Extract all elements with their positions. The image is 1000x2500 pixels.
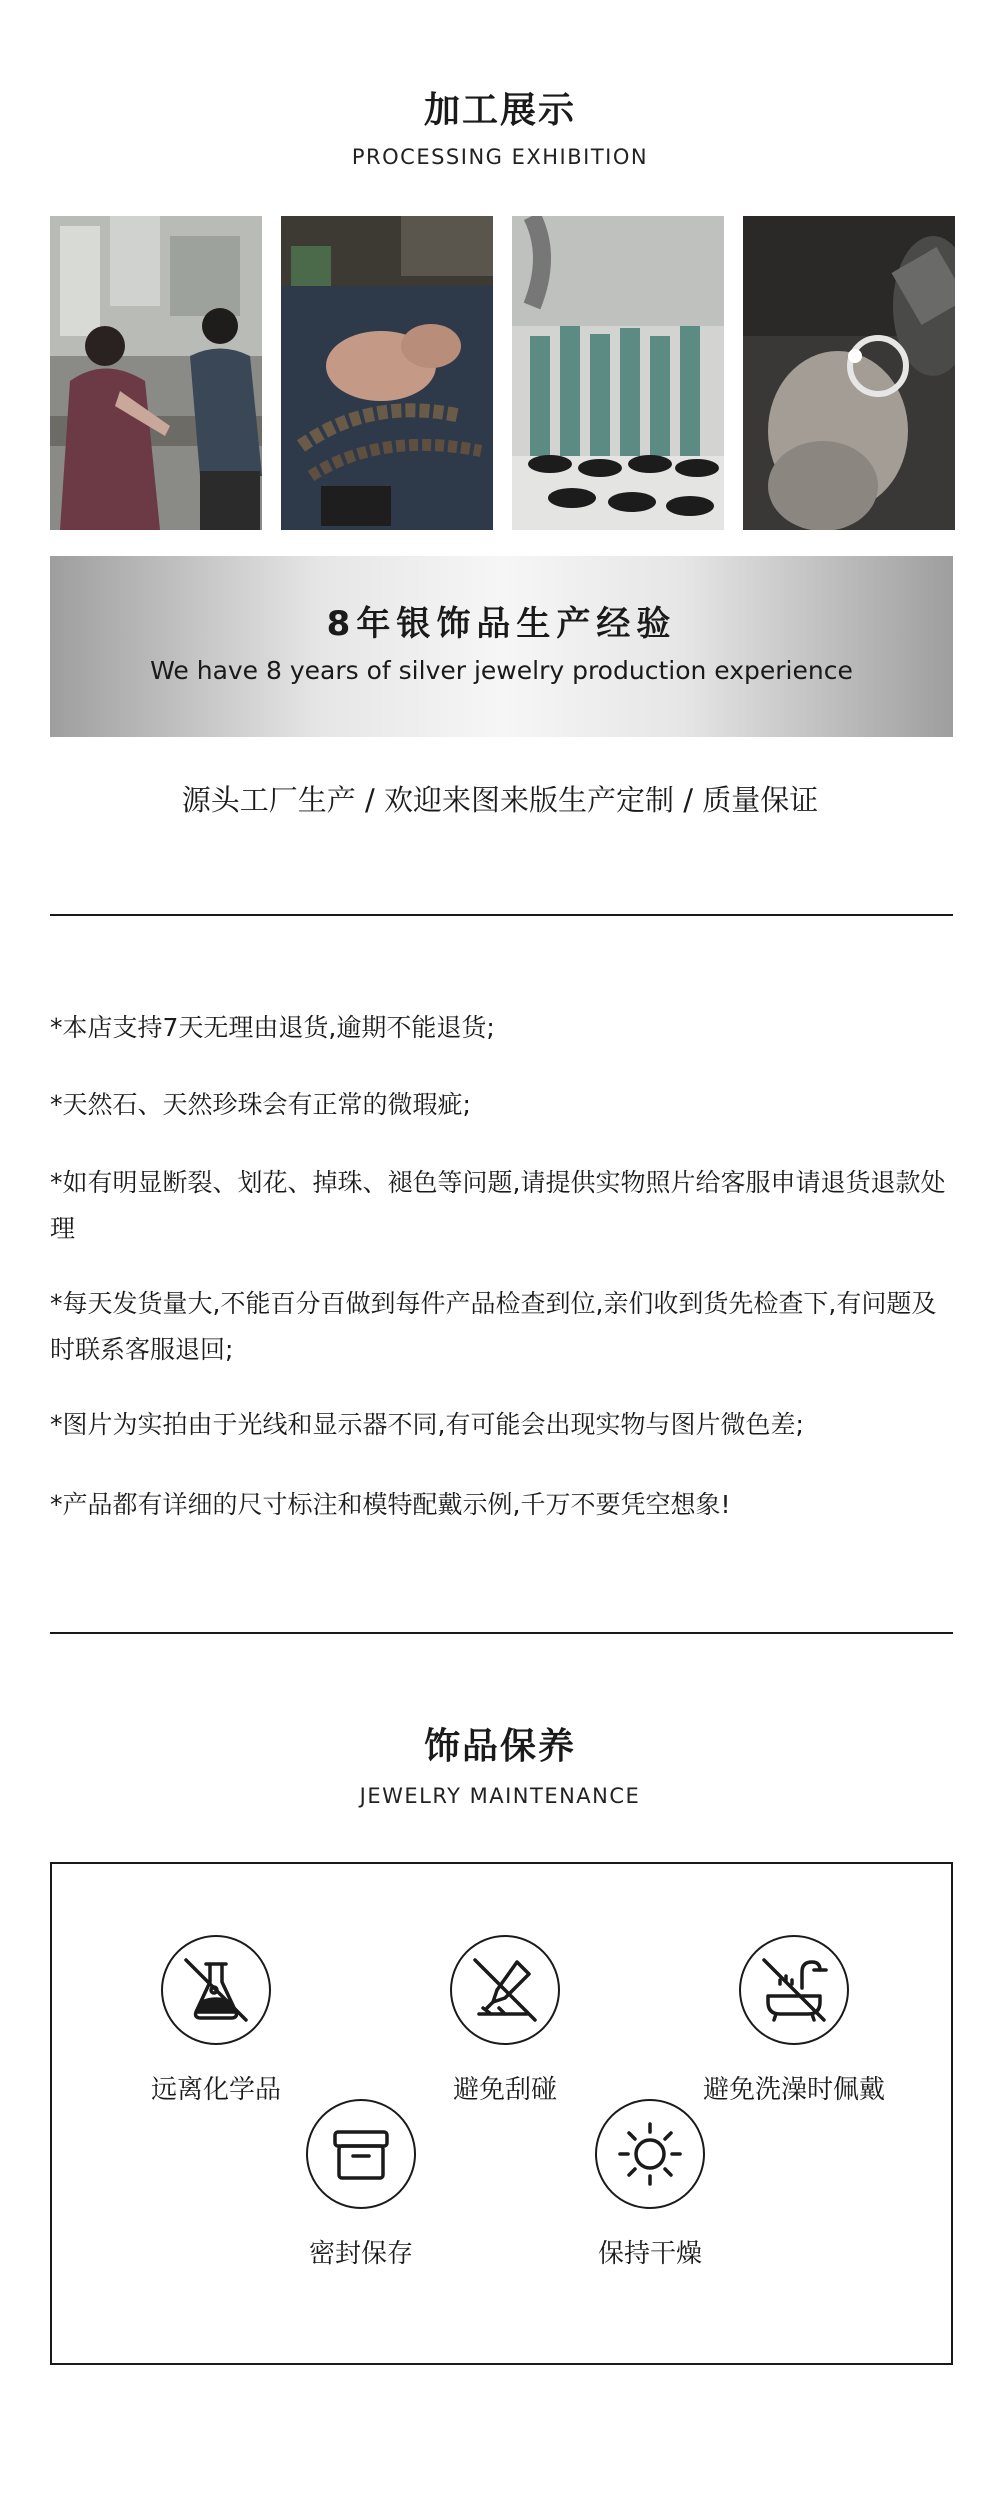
banner-subtitle: We have 8 years of silver jewelry production experience (150, 656, 853, 685)
maintenance-box (50, 1862, 953, 2365)
care-label-dry: 保持干燥 (597, 2239, 702, 2269)
divider-bottom (50, 1632, 953, 1634)
photo-ring-molding-trees (512, 216, 724, 530)
care-item-sealed (241, 2099, 481, 2270)
note-size-reference: *产品都有详细的尺寸标注和模特配戴示例,千万不要凭空想象! (50, 1490, 731, 1519)
divider-top (50, 914, 953, 916)
photo-ring-setting-closeup (743, 216, 955, 530)
care-label-scratch: 避免刮碰 (452, 2075, 557, 2105)
note-inspect-on-arrival: *每天发货量大,不能百分百做到每件产品检查到位,亲们收到货先检查下,有问题及时联系客服退回; (50, 1289, 937, 1364)
no-scratch-icon (450, 1935, 560, 2045)
note-return-policy: *本店支持7天无理由退货,逾期不能退货; (50, 1013, 495, 1042)
maintenance-title: 饰品保养 (423, 1726, 576, 1767)
care-item-dry (530, 2099, 770, 2270)
care-item-shower (674, 1935, 914, 2106)
care-label-shower: 避免洗澡时佩戴 (702, 2075, 885, 2105)
note-defect-refund: *如有明显断裂、划花、掉珠、褪色等问题,请提供实物照片给客服申请退货退款处理 (50, 1168, 946, 1243)
factory-tagline: 源头工厂生产 / 欢迎来图来版生产定制 / 质量保证 (181, 783, 819, 817)
maintenance-subtitle: JEWELRY MAINTENANCE (359, 1784, 641, 1808)
care-label-sealed: 密封保存 (308, 2239, 413, 2269)
no-chemicals-icon (161, 1935, 271, 2045)
no-shower-icon (739, 1935, 849, 2045)
care-item-scratch (385, 1935, 625, 2106)
processing-title: 加工展示 (423, 90, 576, 131)
sun-dry-icon (595, 2099, 705, 2209)
processing-subtitle: PROCESSING EXHIBITION (351, 145, 649, 169)
note-color-difference: *图片为实拍由于光线和显示器不同,有可能会出现实物与图片微色差; (50, 1410, 804, 1439)
care-label-chemicals: 远离化学品 (150, 2075, 281, 2105)
banner-title: 8年银饰品生产经验 (326, 604, 677, 644)
photo-hands-polishing-chain (281, 216, 493, 530)
care-item-chemicals (96, 1935, 336, 2106)
note-natural-stone: *天然石、天然珍珠会有正常的微瑕疵; (50, 1090, 471, 1119)
experience-banner (50, 556, 953, 737)
sealed-box-icon (306, 2099, 416, 2209)
photo-workshop-workers (50, 216, 262, 530)
